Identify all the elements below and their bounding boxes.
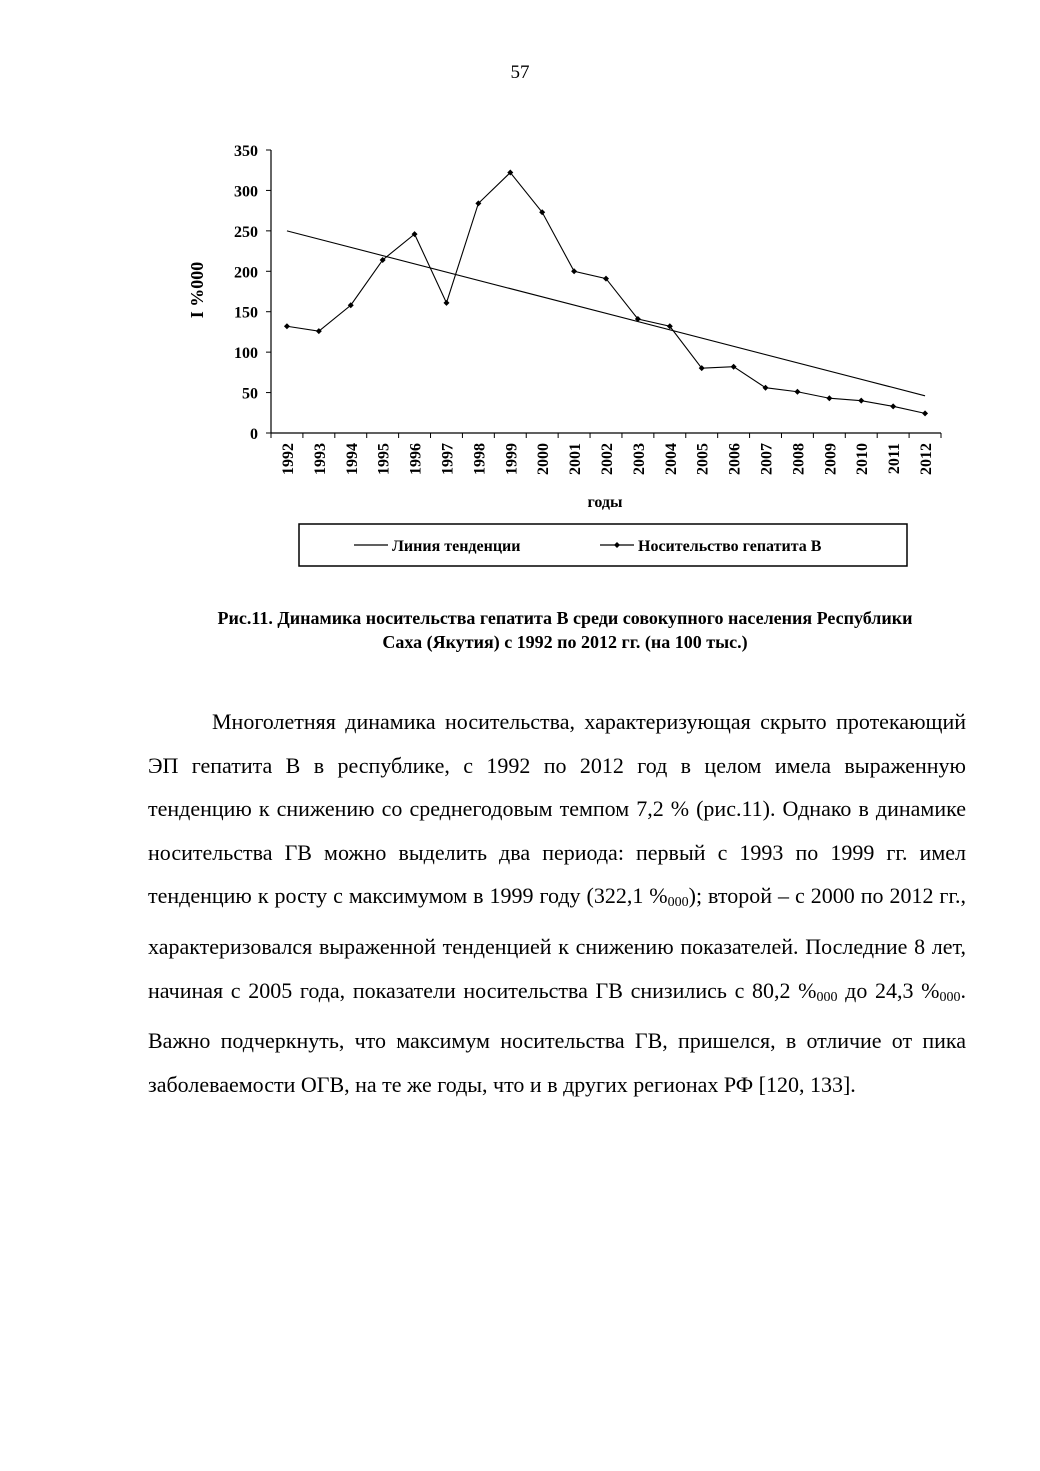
y-tick-label: 300 — [234, 183, 258, 201]
x-tick-label: 2012 — [918, 443, 936, 475]
carrier-point — [443, 300, 449, 306]
permyriad-subscript: 000 — [816, 989, 838, 1005]
y-axis-label: I %000 — [187, 261, 207, 319]
x-tick-label: 1993 — [311, 443, 329, 475]
carrier-point — [763, 385, 769, 391]
x-tick-label: 2003 — [630, 443, 648, 475]
caption-line-1: Рис.11. Динамика носительства гепатита В среди совокупного населения Республики — [217, 608, 913, 628]
carrier-point — [826, 395, 832, 401]
carrier-point — [858, 398, 864, 404]
permyriad-subscript: 000 — [939, 989, 961, 1005]
x-tick-label: 1997 — [439, 443, 457, 475]
caption-line-2: Саха (Якутия) с 1992 по 2012 гг. (на 100 тыс.) — [382, 632, 748, 652]
x-tick-label: 2010 — [854, 443, 872, 475]
line-chart — [0, 0, 1040, 600]
y-tick-label: 100 — [234, 345, 258, 363]
permyriad-subscript: 000 — [667, 895, 689, 911]
y-ticks — [234, 143, 271, 443]
x-tick-label: 2005 — [694, 443, 712, 475]
x-tick-label: 2002 — [599, 443, 616, 475]
x-axis-label: годы — [587, 494, 623, 511]
x-tick-label: 2009 — [822, 443, 840, 475]
y-tick-label: 250 — [234, 223, 258, 241]
paragraph — [148, 700, 966, 1106]
body-text — [148, 700, 966, 1106]
carrier-point — [284, 323, 290, 329]
paragraph-text-4: . Важно подчеркнуть, что максимум носительства ГВ, пришелся, в отличие от пика заболеваемости ОГВ, на те же годы, что и в других регионах РФ [120, 133]. — [148, 977, 966, 1097]
x-tick-label: 2004 — [662, 443, 680, 475]
paragraph-text-2: ); второй – с 2000 по 2012 гг., характеризовался выраженной тенденцией к снижению показателей. Последние 8 лет, начиная с 2005 года, показатели носительства ГВ снизились с 80,2 % — [148, 883, 966, 1003]
x-tick-label: 1996 — [407, 443, 425, 475]
x-tick-label: 2000 — [535, 443, 553, 475]
paragraph-text-1: Многолетняя динамика носительства, характеризующая скрыто протекающий ЭП гепатита В в республике, с 1992 по 2012 год в целом имела выраженную тенденцию к снижению со среднегодовым темпом 7,2 % (рис.11). Однако в динамике носительства ГВ можно выделить два периода: первый с 1993 по 1999 гг. имел тенденцию к росту с максимумом в 1999 году (322,1 % — [148, 709, 966, 909]
y-tick-label: 200 — [234, 264, 258, 282]
x-ticks — [271, 433, 941, 475]
carrier-point — [794, 389, 800, 395]
x-tick-label: 1999 — [503, 443, 521, 475]
x-tick-label: 1995 — [375, 443, 393, 475]
x-tick-label: 2011 — [886, 443, 904, 475]
legend-carrier-label: Носительство гепатита В — [638, 538, 822, 555]
y-tick-label: 350 — [234, 143, 258, 160]
x-tick-label: 1992 — [279, 443, 297, 475]
chart-axes — [271, 150, 941, 433]
trend-line — [287, 231, 925, 396]
chart-legend — [299, 524, 907, 566]
y-tick-label: 50 — [242, 385, 258, 403]
y-tick-label: 150 — [234, 304, 258, 322]
figure-caption — [120, 606, 1010, 654]
page-number: 57 — [510, 62, 530, 83]
x-tick-label: 2008 — [790, 443, 808, 475]
carrier-point — [731, 364, 737, 370]
x-tick-label: 2001 — [567, 443, 585, 475]
chart-series — [284, 170, 928, 417]
carrier-point — [922, 410, 928, 416]
legend-trend-label: Линия тенденции — [392, 538, 521, 555]
carrier-series-line — [287, 173, 925, 414]
x-tick-label: 1998 — [471, 443, 489, 476]
x-tick-label: 2007 — [758, 443, 776, 475]
y-tick-label: 0 — [250, 426, 258, 443]
legend-carrier-marker — [614, 542, 620, 548]
x-tick-label: 1994 — [343, 443, 361, 475]
x-tick-label: 2006 — [726, 443, 744, 475]
carrier-point — [890, 403, 896, 409]
carrier-point — [571, 268, 577, 274]
paragraph-text-3: до 24,3 % — [837, 977, 940, 1003]
